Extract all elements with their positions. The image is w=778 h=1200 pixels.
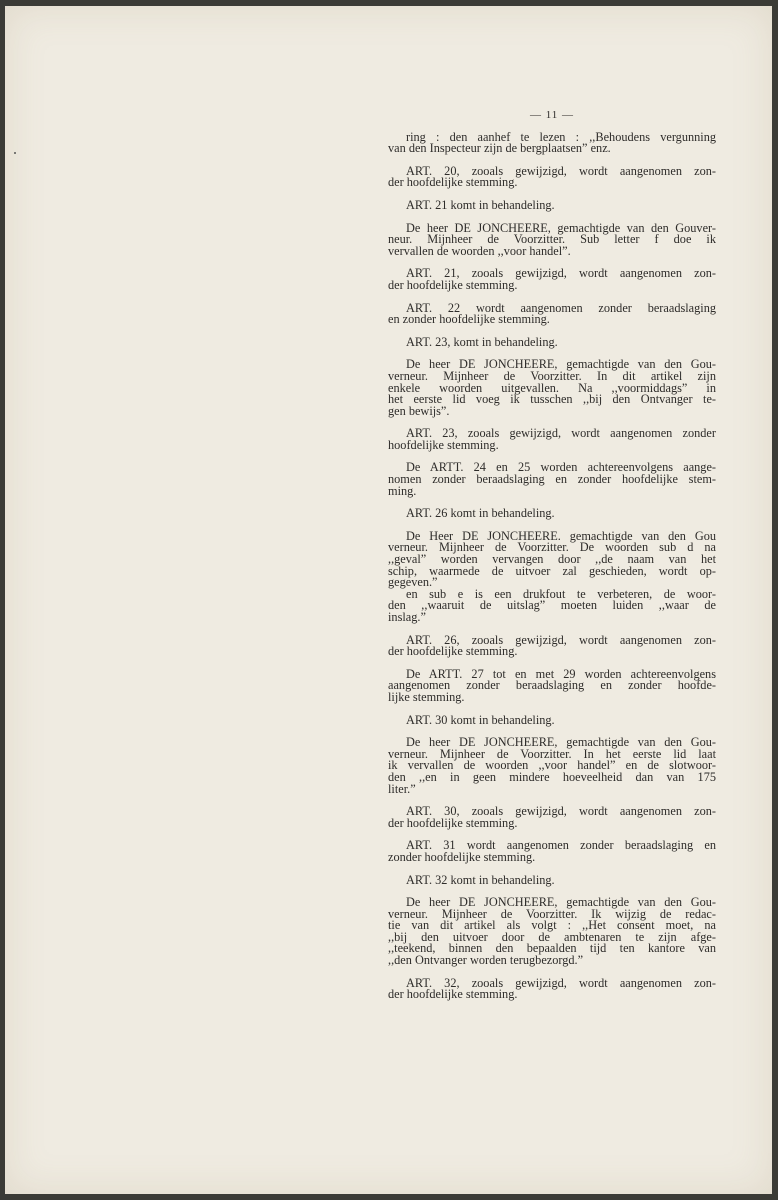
paragraph-p13 xyxy=(388,632,716,659)
text-line: den ,,en in geen mindere hoeveelheid dan van 175 xyxy=(388,769,716,784)
text-line: ART. 26, zooals gewijzigd, wordt aangenomen zon- xyxy=(406,632,716,647)
text-line: ART. 21 komt in behandeling. xyxy=(406,197,555,212)
text-line: van den Inspecteur zijn de bergplaatsen” enz. xyxy=(388,141,611,156)
text-line: ART. 23, komt in behandeling. xyxy=(406,334,558,349)
text-line: ik vervallen de woorden ,,voor handel” en de slotwoor- xyxy=(388,758,716,773)
text-line: schip, waarmede de uitvoer zal geschieden, wordt op- xyxy=(388,563,716,578)
text-line: verneur. Mijnheer de Voorzitter. In dit artikel zijn xyxy=(388,368,716,383)
paragraph-p20 xyxy=(388,897,716,967)
paragraph-p4 xyxy=(388,220,716,258)
text-line: verneur. Mijnheer de Voorzitter. De woorden sub d na xyxy=(388,540,716,555)
text-line: De heer DE JONCHEERE, gemachtigde van den Gou- xyxy=(406,735,716,750)
text-line: en zonder hoofdelijke stemming. xyxy=(388,312,550,327)
text-line: ART. 23, zooals gewijzigd, wordt aangenomen zonder xyxy=(406,426,716,441)
text-line: der hoofdelijke stemming. xyxy=(388,277,518,292)
text-line: liter.” xyxy=(388,781,416,796)
text-line: inslag.” xyxy=(388,610,426,624)
text-line: ART. 21, zooals gewijzigd, wordt aangenomen zon- xyxy=(406,266,716,281)
text-line: der hoofdelijke stemming. xyxy=(388,815,518,830)
text-line: ART. 26 komt in behandeling. xyxy=(406,506,555,521)
text-line: ring : den aanhef te lezen : ,,Behoudens vergunning xyxy=(406,129,716,144)
margin-speck xyxy=(14,152,16,154)
text-line: het eerste lid voeg ik tusschen ,,bij den Ontvanger te- xyxy=(388,392,716,407)
paragraph-p9 xyxy=(388,428,716,451)
text-line: der hoofdelijke stemming. xyxy=(388,644,518,659)
text-line: De ARTT. 27 tot en met 29 worden achtereenvolgens xyxy=(406,666,716,681)
text-line: De heer DE JONCHEERE, gemachtigde van den Gou- xyxy=(406,895,716,910)
text-line: zonder hoofdelijke stemming. xyxy=(388,849,536,864)
paragraph-p15 xyxy=(388,712,716,727)
page-number: — 11 — xyxy=(529,109,575,121)
text-line: der hoofdelijke stemming. xyxy=(388,175,518,190)
paragraph-p10 xyxy=(388,462,716,497)
text-line: nomen zonder beraadslaging en zonder hoofdelijke stem- xyxy=(388,472,716,487)
paragraph-p5 xyxy=(388,268,716,291)
paragraph-p14 xyxy=(388,666,716,704)
text-line: en sub e is een drukfout te verbeteren, de woor- xyxy=(406,586,716,601)
text-line: lijke stemming. xyxy=(388,689,465,704)
paragraph-p6 xyxy=(388,300,716,327)
text-line: der hoofdelijke stemming. xyxy=(388,987,518,1002)
text-line: ART. 30, zooals gewijzigd, wordt aangenomen zon- xyxy=(406,804,716,819)
text-line: ,,teekend, binnen den bepaalden tijd ten kantore van xyxy=(388,941,716,956)
text-line: enkele woorden uitgevallen. Na ,,voormiddags” in xyxy=(388,380,716,395)
text-line: verneur. Mijnheer de Voorzitter. Ik wijzig de redac- xyxy=(388,906,716,921)
paragraph-p18 xyxy=(388,840,716,863)
text-line: aangenomen zonder beraadslaging en zonder hoofde- xyxy=(388,678,716,693)
text-line: De heer DE JONCHEERE, gemachtigde van den Gou- xyxy=(406,357,716,372)
text-line: ,,bij den uitvoer door de ambtenaren te zijn afge- xyxy=(388,929,716,944)
paragraph-p1 xyxy=(388,129,716,156)
paragraph-p17 xyxy=(388,806,716,829)
paragraph-p16 xyxy=(388,737,716,795)
text-line: ART. 31 wordt aangenomen zonder beraadslaging en xyxy=(406,838,716,853)
paragraph-p21 xyxy=(388,975,716,1002)
text-line: tie van dit artikel als volgt : ,,Het consent moet, na xyxy=(388,918,716,933)
text-line: ART. 20, zooals gewijzigd, wordt aangenomen zon- xyxy=(406,163,716,178)
text-column xyxy=(388,110,716,1012)
text-line: De Heer DE JONCHEERE. gemachtigde van den Gou xyxy=(406,528,716,543)
text-line: ming. xyxy=(388,483,417,498)
text-line: ART. 22 wordt aangenomen zonder beraadslaging xyxy=(406,300,716,315)
paragraph-p7 xyxy=(388,334,716,349)
text-line: De ARTT. 24 en 25 worden achtereenvolgens aange- xyxy=(406,460,716,475)
paragraph-p12 xyxy=(388,528,716,624)
text-line: gen bewijs”. xyxy=(388,403,450,418)
document-page xyxy=(5,6,772,1194)
paragraph-p19 xyxy=(388,872,716,887)
paragraph-p3 xyxy=(388,197,716,212)
text-line: hoofdelijke stemming. xyxy=(388,437,499,452)
text-line: neur. Mijnheer de Voorzitter. Sub letter f doe ik xyxy=(388,232,716,247)
text-line: ART. 32 komt in behandeling. xyxy=(406,872,555,887)
text-line: ,,geval” worden vervangen door ,,de naam van het xyxy=(388,552,716,567)
text-line: ,,den Ontvanger worden terugbezorgd.” xyxy=(388,953,584,968)
text-line: De heer DE JONCHEERE, gemachtigde van den Gouver- xyxy=(406,220,716,235)
paragraph-p8 xyxy=(388,359,716,417)
text-line: den ,,waaruit de uitslag” moeten luiden ,,waar de xyxy=(388,598,716,613)
text-line: ART. 32, zooals gewijzigd, wordt aangenomen zon- xyxy=(406,975,716,990)
text-line: vervallen de woorden ,,voor handel”. xyxy=(388,243,571,258)
text-line: verneur. Mijnheer de Voorzitter. In het eerste lid laat xyxy=(388,746,716,761)
paragraph-p11 xyxy=(388,508,716,520)
text-line: ART. 30 komt in behandeling. xyxy=(406,712,555,727)
paragraph-p2 xyxy=(388,163,716,190)
text-line: gegeven.” xyxy=(388,575,438,590)
